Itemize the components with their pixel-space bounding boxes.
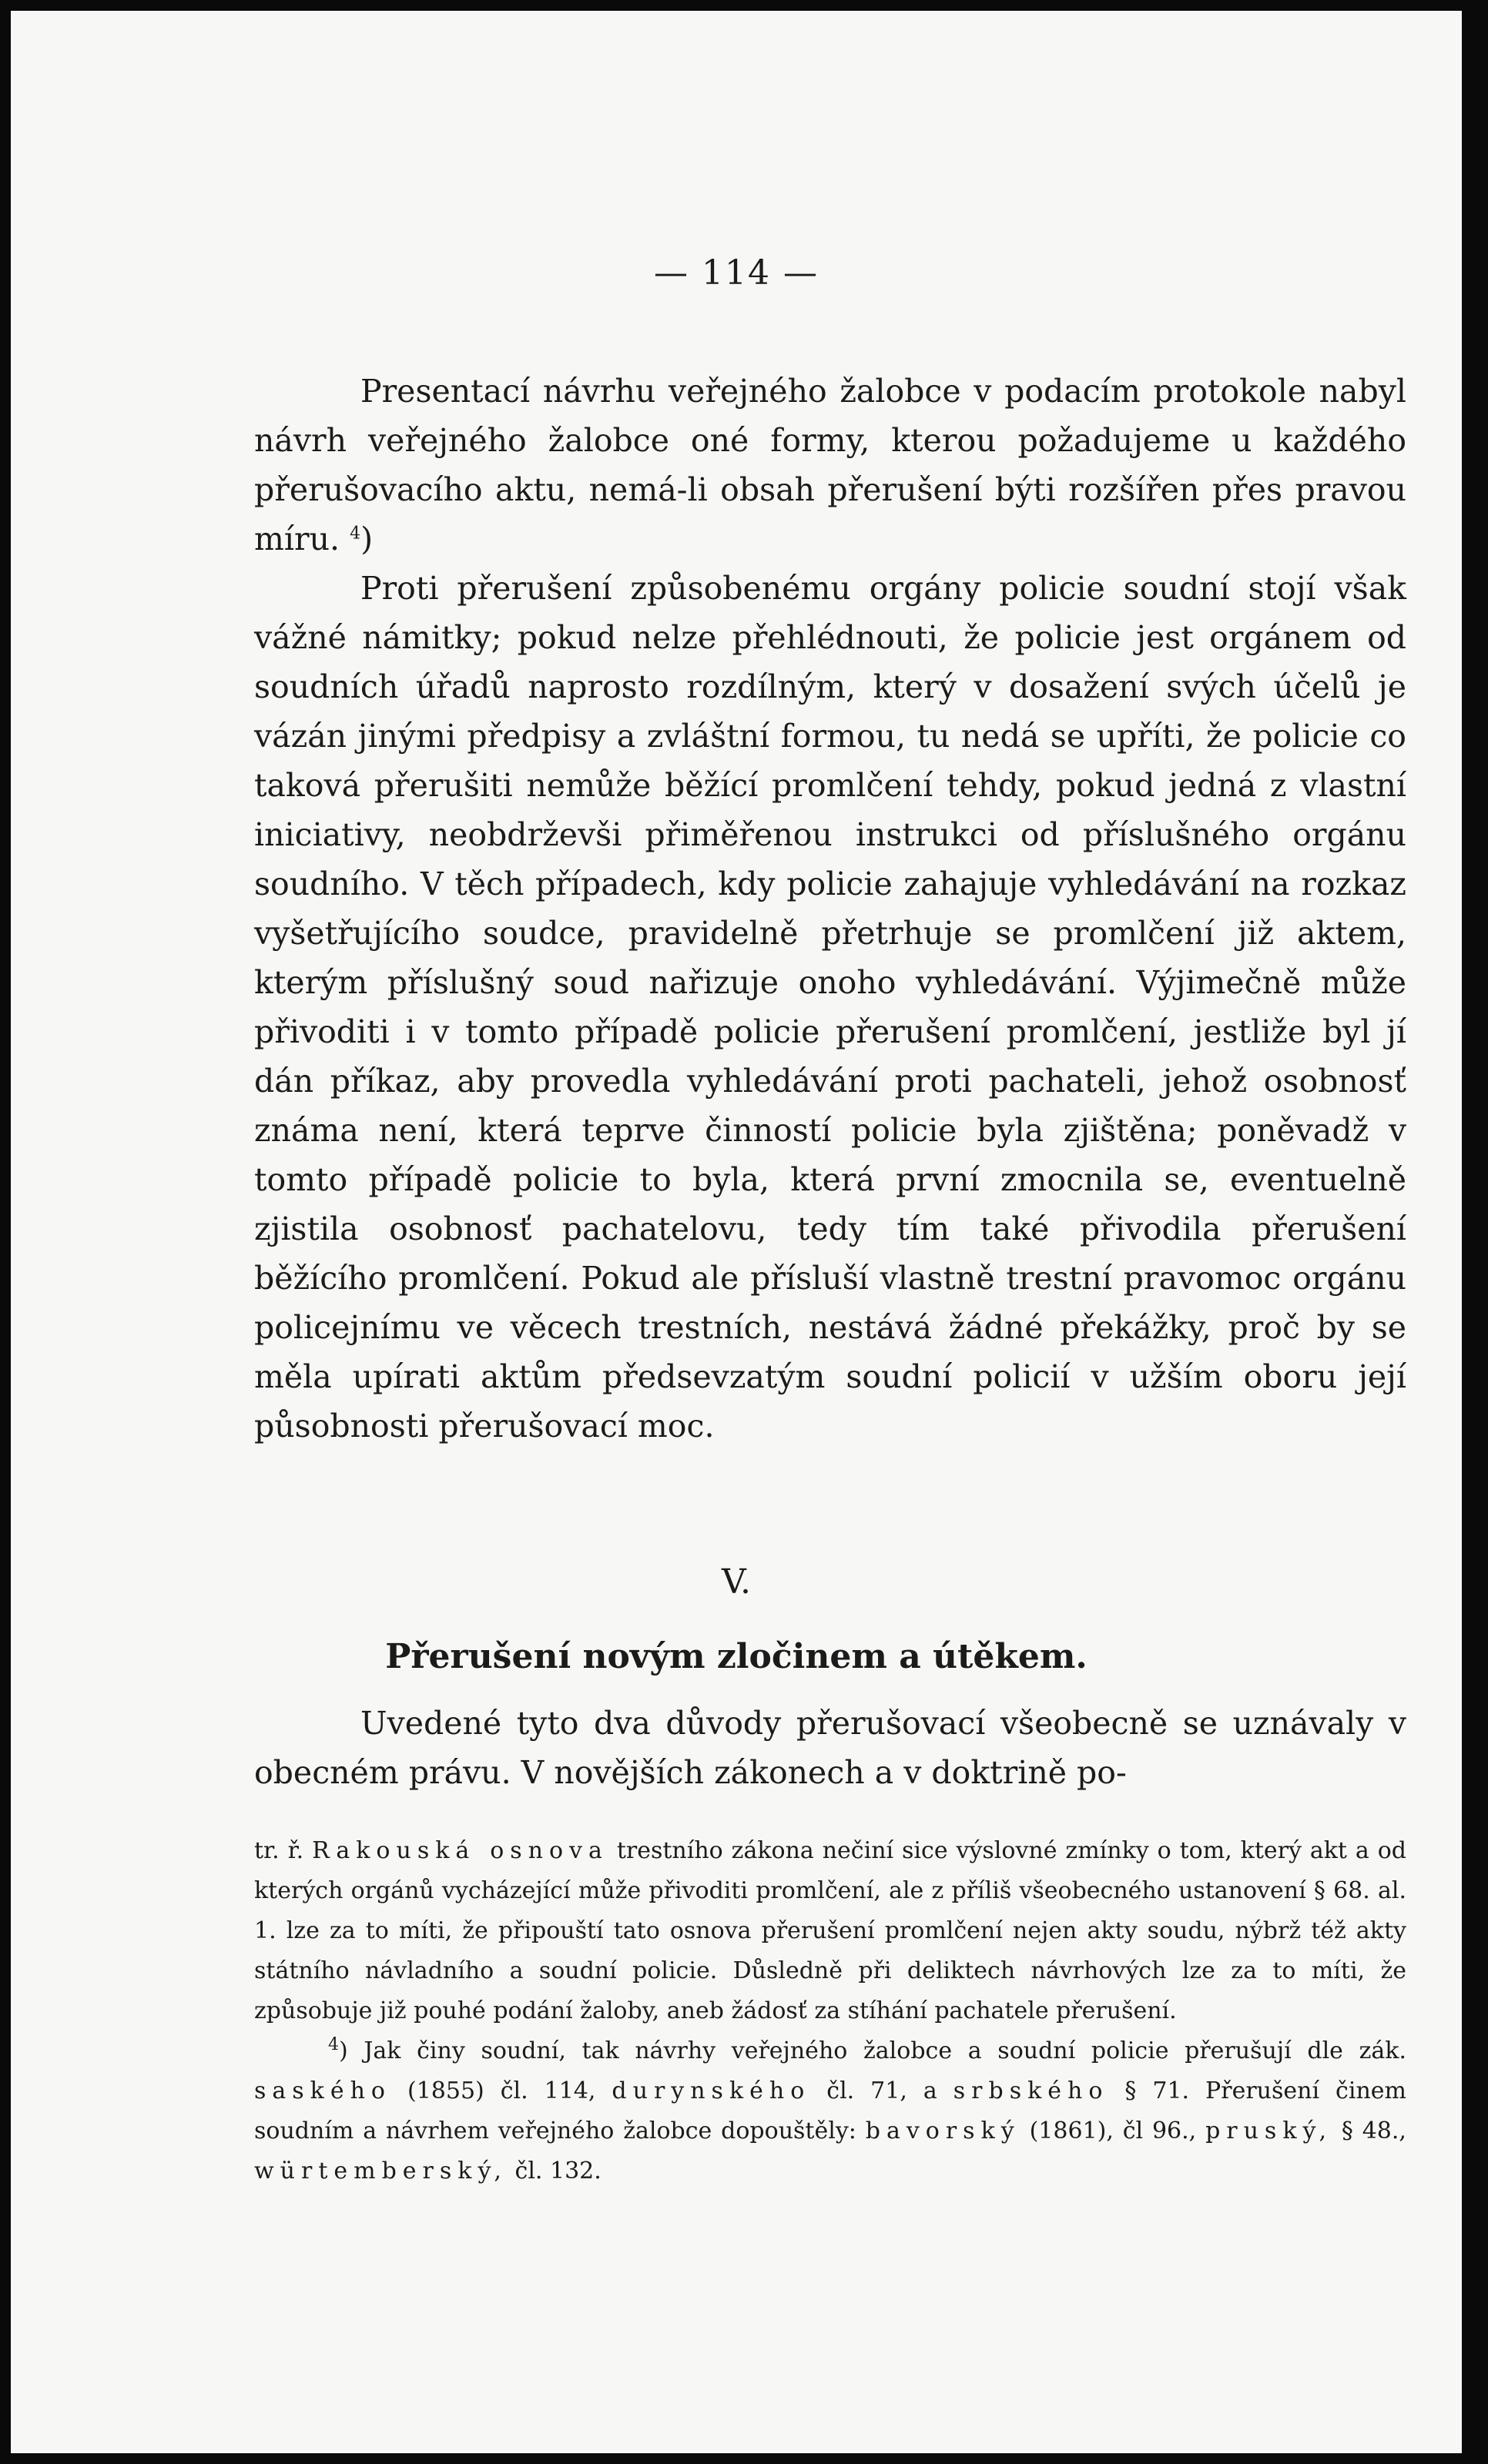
footnote-4-mark: 4 xyxy=(328,2035,339,2054)
footnote-4-text-f: § 48., xyxy=(1341,2118,1406,2144)
footnote-3-text: trestního zákona nečiní sice výslovné zmínky o tom, který akt a od kterých orgánů vycházející může přivoditi promlčení, ale z příliš všeobecného ustanovení § 68. al. 1. lze za to míti, že připouští tato osnova přerušení promlčení nejen akty soudu, nýbrž též akty státního návladního a soudní policie. Důsledně při deliktech návrhových lze za to míti, že způsobuje již pouhé podání žaloby, aneb žádosť za stíhání pachatele přerušení. xyxy=(254,1837,1406,2024)
footnote-4-text-d: § 71. Přerušení činem soudním a návrhem veřejného žalobce dopouštěly: xyxy=(254,2077,1406,2144)
footnote-4-text-c: čl. 71, a xyxy=(826,2077,937,2104)
footnote-3-spaced-term: Rakouská osnova xyxy=(312,1837,608,1864)
footnote-4-text-a: Jak činy soudní, tak návrhy veřejného žalobce a soudní policie přerušují dle zák. xyxy=(364,2037,1406,2064)
footnote-4-text-b: (1855) čl. 114, xyxy=(407,2077,596,2104)
footnote-4-text-e: (1861), čl 96., xyxy=(1029,2118,1197,2144)
footnote-4-srbske: srbského xyxy=(953,2077,1109,2104)
footnote-4-text-g: čl. 132. xyxy=(514,2158,602,2184)
section-title: Přerušení novým zločinem a útěkem. xyxy=(385,1637,1088,1676)
page-number: — 114 — xyxy=(654,253,819,293)
section-number: V. xyxy=(721,1562,752,1602)
footnote-4-saske: saského xyxy=(254,2077,391,2104)
footnote-4-prusky: pruský, xyxy=(1205,2118,1333,2144)
main-text xyxy=(254,367,1406,1451)
footnote-3-continued xyxy=(254,1831,1406,2031)
document-page xyxy=(11,11,1462,2453)
section-paragraph: Uvedené tyto dva důvody přerušovací všeobecně se uznávaly v obecném právu. V novějších zákonech a v doktrině po- xyxy=(254,1705,1406,1791)
footnotes xyxy=(254,1831,1406,2191)
footnote-4-wurtemberske: würtemberský, xyxy=(254,2158,508,2184)
footnote-3-prefix: tr. ř. xyxy=(254,1837,304,1864)
paragraph-2: Proti přerušení způsobenému orgány policie soudní stojí však vážné námitky; pokud nelze přehlédnouti, že policie jest orgánem od soudních úřadů naprosto rozdílným, který v dosažení svých účelů je vázán jinými předpisy a zvláštní formou, tu nedá se upříti, že policie co taková přerušiti nemůže běžící promlčení tehdy, pokud jedná z vlastní iniciativy, neobdrževši přiměřenou instrukci od příslušného orgánu soudního. V těch případech, kdy policie zahajuje vyhledávání na rozkaz vyšetřujícího soudce, pravidelně přetrhuje se promlčení již aktem, kterým příslušný soud nařizuje onoho vyhledávání. Výjimečně může přivoditi i v tomto případě policie přerušení promlčení, jestliže byl jí dán příkaz, aby provedla vyhledávání proti pachateli, jehož osobnosť známa není, která teprve činností policie byla zjištěna; poněvadž v tomto případě policie to byla, která první zmocnila se, eventuelně zjistila osobnosť pachatelovu, tedy tím také přivodila přerušení běžícího promlčení. Pokud ale přísluší vlastně trestní pravomoc orgánu policejnímu ve věcech trestních, nestává žádné překážky, proč by se měla upírati aktům předsevzatým soudní policií v užším oboru její působnosti přerušovací moc. xyxy=(254,570,1406,1445)
paragraph-1: Presentací návrhu veřejného žalobce v podacím protokole nabyl návrh veřejného žalobce oné formy, kterou požadujeme u každého přerušovacího aktu, nemá-li obsah přerušení býti rozšířen přes pravou míru. $^4$) xyxy=(254,373,1406,557)
footnote-4-bavorsky: bavorský xyxy=(865,2118,1020,2144)
footnote-ref-4: 4 xyxy=(350,524,361,544)
paragraph-1-text: Presentací návrhu veřejného žalobce v podacím protokole nabyl návrh veřejného žalobce oné formy, kterou požadujeme u každého přerušovacího aktu, nemá-li obsah přerušení býti rozšířen přes pravou míru. xyxy=(254,373,1406,557)
footnote-4-durynske: durynského xyxy=(612,2077,811,2104)
section-text xyxy=(254,1699,1406,1797)
footnote-4: $^4$) Jak činy soudní, tak návrhy veřejného žalobce a soudní policie přerušují dle zák. saského (1855) čl. 114, durynského čl. 71, a srbského § 71. Přerušení činem soudním a návrhem veřejného žalobce dopouštěly: bavorský (1861), čl 96., pruský, § 48., würtemberský, čl. 132. xyxy=(254,2035,1406,2184)
